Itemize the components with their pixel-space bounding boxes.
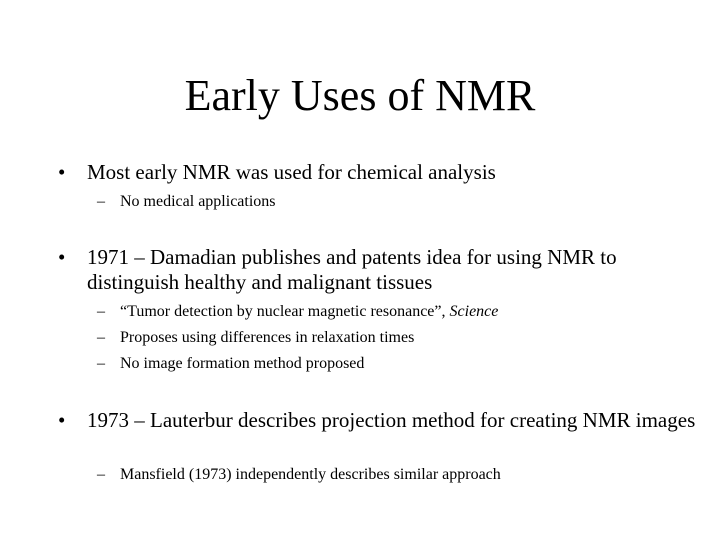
bullet-text: 1971 – Damadian publishes and patents idea for using NMR to distinguish healthy and malignant tissues <box>87 245 617 294</box>
bullet-marker: • <box>58 160 66 184</box>
sub-bullet-text: No image formation method proposed <box>120 355 365 372</box>
sub-bullet-3-1 <box>97 462 697 488</box>
sub-bullet-marker: – <box>97 466 105 483</box>
sub-bullet-marker: – <box>97 193 105 210</box>
bullet-text: Most early NMR was used for chemical analysis <box>87 160 496 184</box>
sub-bullet-2-2 <box>97 325 697 351</box>
sub-bullet-2-3 <box>97 351 697 377</box>
journal-name: Science <box>449 303 499 320</box>
bullet-marker: • <box>58 245 66 269</box>
sub-bullet-2-1 <box>97 299 697 325</box>
bullet-1 <box>58 160 698 185</box>
bullet-3 <box>58 408 698 433</box>
sub-bullet-marker: – <box>97 355 105 372</box>
sub-bullet-text: Mansfield (1973) independently describes similar approach <box>120 466 501 483</box>
bullet-text: 1973 – Lauterbur describes projection method for creating NMR images <box>87 408 696 432</box>
sub-bullet-marker: – <box>97 303 105 320</box>
sub-bullet-text: Proposes using differences in relaxation times <box>120 329 415 346</box>
slide-title: Early Uses of NMR <box>184 71 536 120</box>
sub-bullet-text: “Tumor detection by nuclear magnetic resonance”, <box>120 303 450 320</box>
sub-bullet-marker: – <box>97 329 105 346</box>
sub-bullet-1-1 <box>97 189 697 215</box>
bullet-2 <box>58 245 698 295</box>
bullet-marker: • <box>58 408 66 432</box>
sub-bullet-text: No medical applications <box>120 193 276 210</box>
